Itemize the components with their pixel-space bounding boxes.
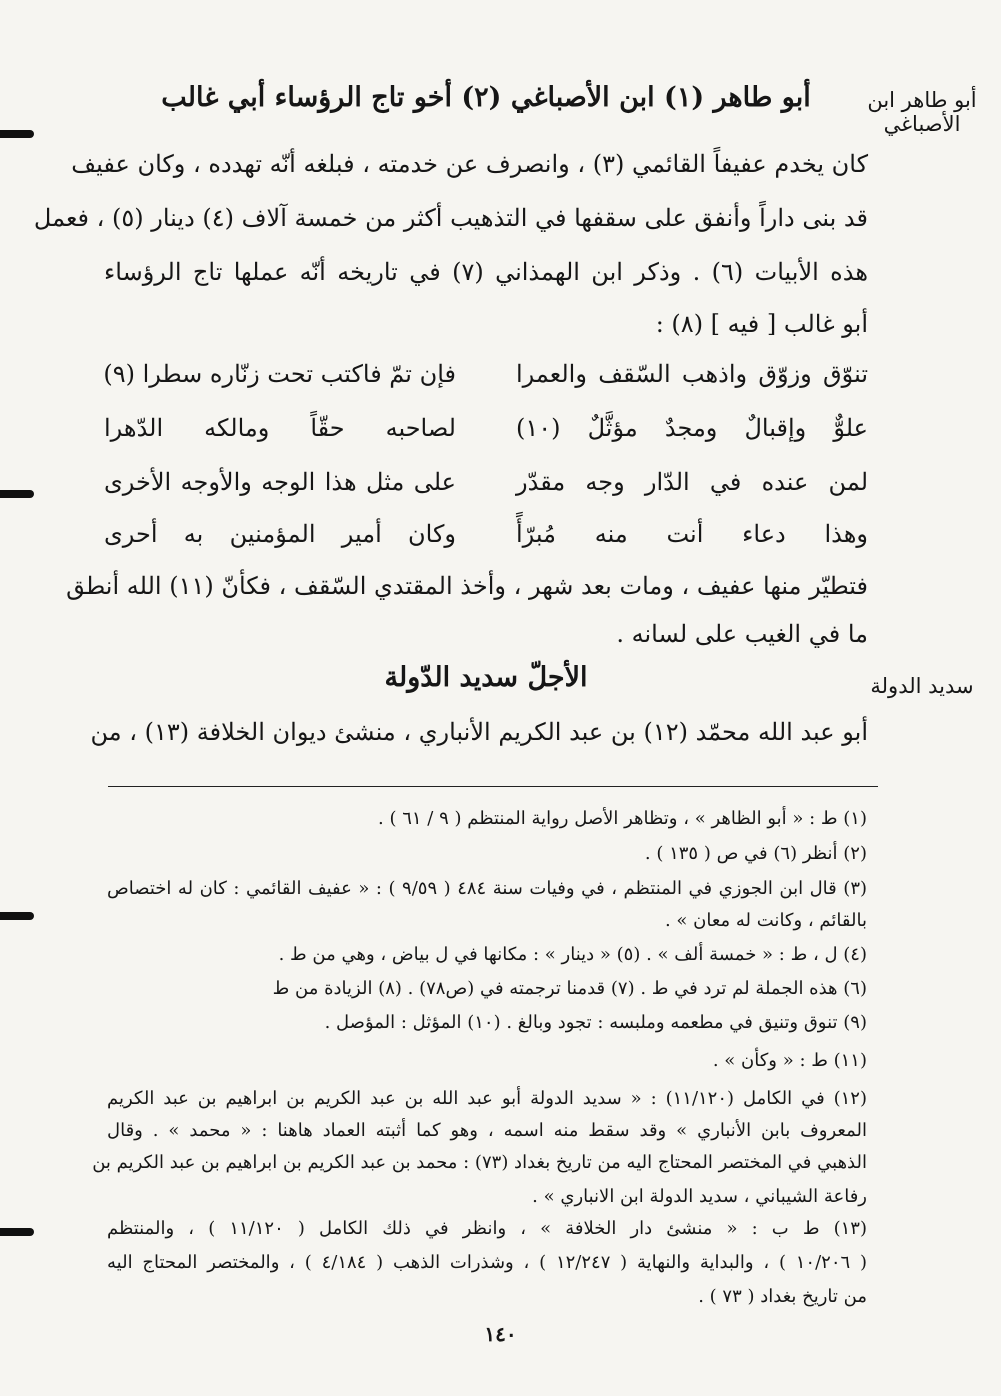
footnote: (٤) ل ، ط : « خمسة ألف » . (٥) « دينار » : مكانها في ل بياض ، وهي من ط . <box>278 944 867 965</box>
paragraph-line: قد بنى داراً وأنفق على سقفها في التذهيب أكثر من خمسة آلاف (٤) دينار (٥) ، فعمل <box>33 204 868 232</box>
verse-first-hemistich: تنوّق وزوّق واذهب السّقف والعمرا <box>516 360 868 388</box>
footnote: (١٢) في الكامل (١١/١٢٠) : « سديد الدولة أبو عبد الله بن عبد الكريم بن ابراهيم بن عبد الكريم <box>107 1088 867 1109</box>
paragraph-line: أبو عبد الله محمّد (١٢) بن عبد الكريم الأنباري ، منشئ ديوان الخلافة (١٣) ، من <box>90 718 868 746</box>
scan-mark <box>0 130 34 138</box>
footnote: (٦) هذه الجملة لم ترد في ط . (٧) قدمنا ترجمته في (ص٧٨) . (٨) الزيادة من ط <box>272 978 867 999</box>
verse-second-hemistich: فإن تمّ فاكتب تحت زنّاره سطرا (٩) <box>103 360 456 388</box>
footnote: المعروف بابن الأنباري » وقد سقط منه اسمه ، وهو كما أثبته العماد هاهنا : « محمد » . وقال <box>107 1120 867 1141</box>
verse-second-hemistich: على مثل هذا الوجه والأوجه الأخرى <box>104 468 456 496</box>
paragraph-line: أبو غالب [ فيه ] (٨) : <box>655 310 868 338</box>
footnote: رفاعة الشيباني ، سديد الدولة ابن الانباري » . <box>532 1186 867 1207</box>
page-number: ١٤٠ <box>484 1322 517 1346</box>
verse-line <box>104 468 868 508</box>
footnote: (٣) قال ابن الجوزي في المنتظم ، في وفيات سنة ٤٨٤ ( ٩/٥٩ ) : « عفيف القائمي : كان له اختصاص <box>107 878 868 899</box>
margin-note-sadid: سديد الدولة <box>870 674 974 698</box>
verse-line <box>104 520 868 560</box>
footnote: (٢) أنظر (٦) في ص ( ١٣٥ ) . <box>644 843 867 864</box>
paragraph-line: ما في الغيب على لسانه . <box>616 620 868 648</box>
paragraph-line: كان يخدم عفيفاً القائمي (٣) ، وانصرف عن خدمته ، فبلغه أنّه تهدده ، وكان عفيف <box>71 150 868 178</box>
verse-second-hemistich: وكان أمير المؤمنين به أحرى <box>104 520 456 548</box>
margin-note-abu-tahir: أبو طاهر ابن الأصباغي <box>867 88 977 136</box>
footnote: الذهبي في المختصر المحتاج اليه من تاريخ بغداد (٧٣) : محمد بن عبد الكريم بن ابراهيم بن عبد الكريم بن <box>92 1152 867 1173</box>
footnote: (١) ط : « أبو الظاهر » ، وتظاهر الأصل رواية المنتظم ( ٩ / ٦١ ) . <box>378 808 867 829</box>
entry-heading: أبو طاهر (١) ابن الأصباغي (٢) أخو تاج الرؤساء أبي غالب <box>161 82 811 113</box>
scan-mark <box>0 1228 34 1236</box>
footnote: ( ١٠/٢٠٦ ) ، والبداية والنهاية ( ١٢/٢٤٧ ) ، وشذرات الذهب ( ٤/١٨٤ ) ، والمختصر المحتاج اليه <box>107 1252 867 1273</box>
footnote: بالقائم ، وكانت له معان » . <box>664 910 867 931</box>
paragraph-line: هذه الأبيات (٦) . وذكر ابن الهمذاني (٧) في تاريخه أنّه عملها تاج الرؤساء <box>104 258 868 286</box>
verse-second-hemistich: لصاحبه حقّاً ومالكه الدّهرا <box>104 414 456 442</box>
footnote: (٩) تنوق وتنيق في مطعمه وملبسه : تجود وبالغ . (١٠) المؤثل : المؤصل . <box>324 1012 867 1033</box>
scan-mark <box>0 490 34 498</box>
footnote-separator <box>108 786 878 787</box>
verse-line <box>104 360 868 400</box>
scan-mark <box>0 912 34 920</box>
verse-line <box>104 414 868 454</box>
verse-first-hemistich: لمن عنده في الدّار وجه مقدّر <box>516 468 868 496</box>
verse-first-hemistich: وهذا دعاء أنت منه مُبرّأً <box>516 520 868 548</box>
paragraph-line: فتطيّر منها عفيف ، ومات بعد شهر ، وأخذ المقتدي السّقف ، فكأنّ (١١) الله أنطق <box>66 572 868 600</box>
footnote: من تاريخ بغداد ( ٧٣ ) . <box>698 1286 867 1307</box>
verse-first-hemistich: علوٌّ وإقبالٌ ومجدٌ مؤثَّلٌ (١٠) <box>516 414 868 442</box>
entry-heading: الأجلّ سديد الدّولة <box>384 662 588 693</box>
footnote: (١١) ط : « وكأن » . <box>712 1050 867 1071</box>
footnote: (١٣) ط ب : « منشئ دار الخلافة » ، وانظر في ذلك الكامل ( ١١/١٢٠ ) ، والمنتظم <box>107 1218 867 1239</box>
